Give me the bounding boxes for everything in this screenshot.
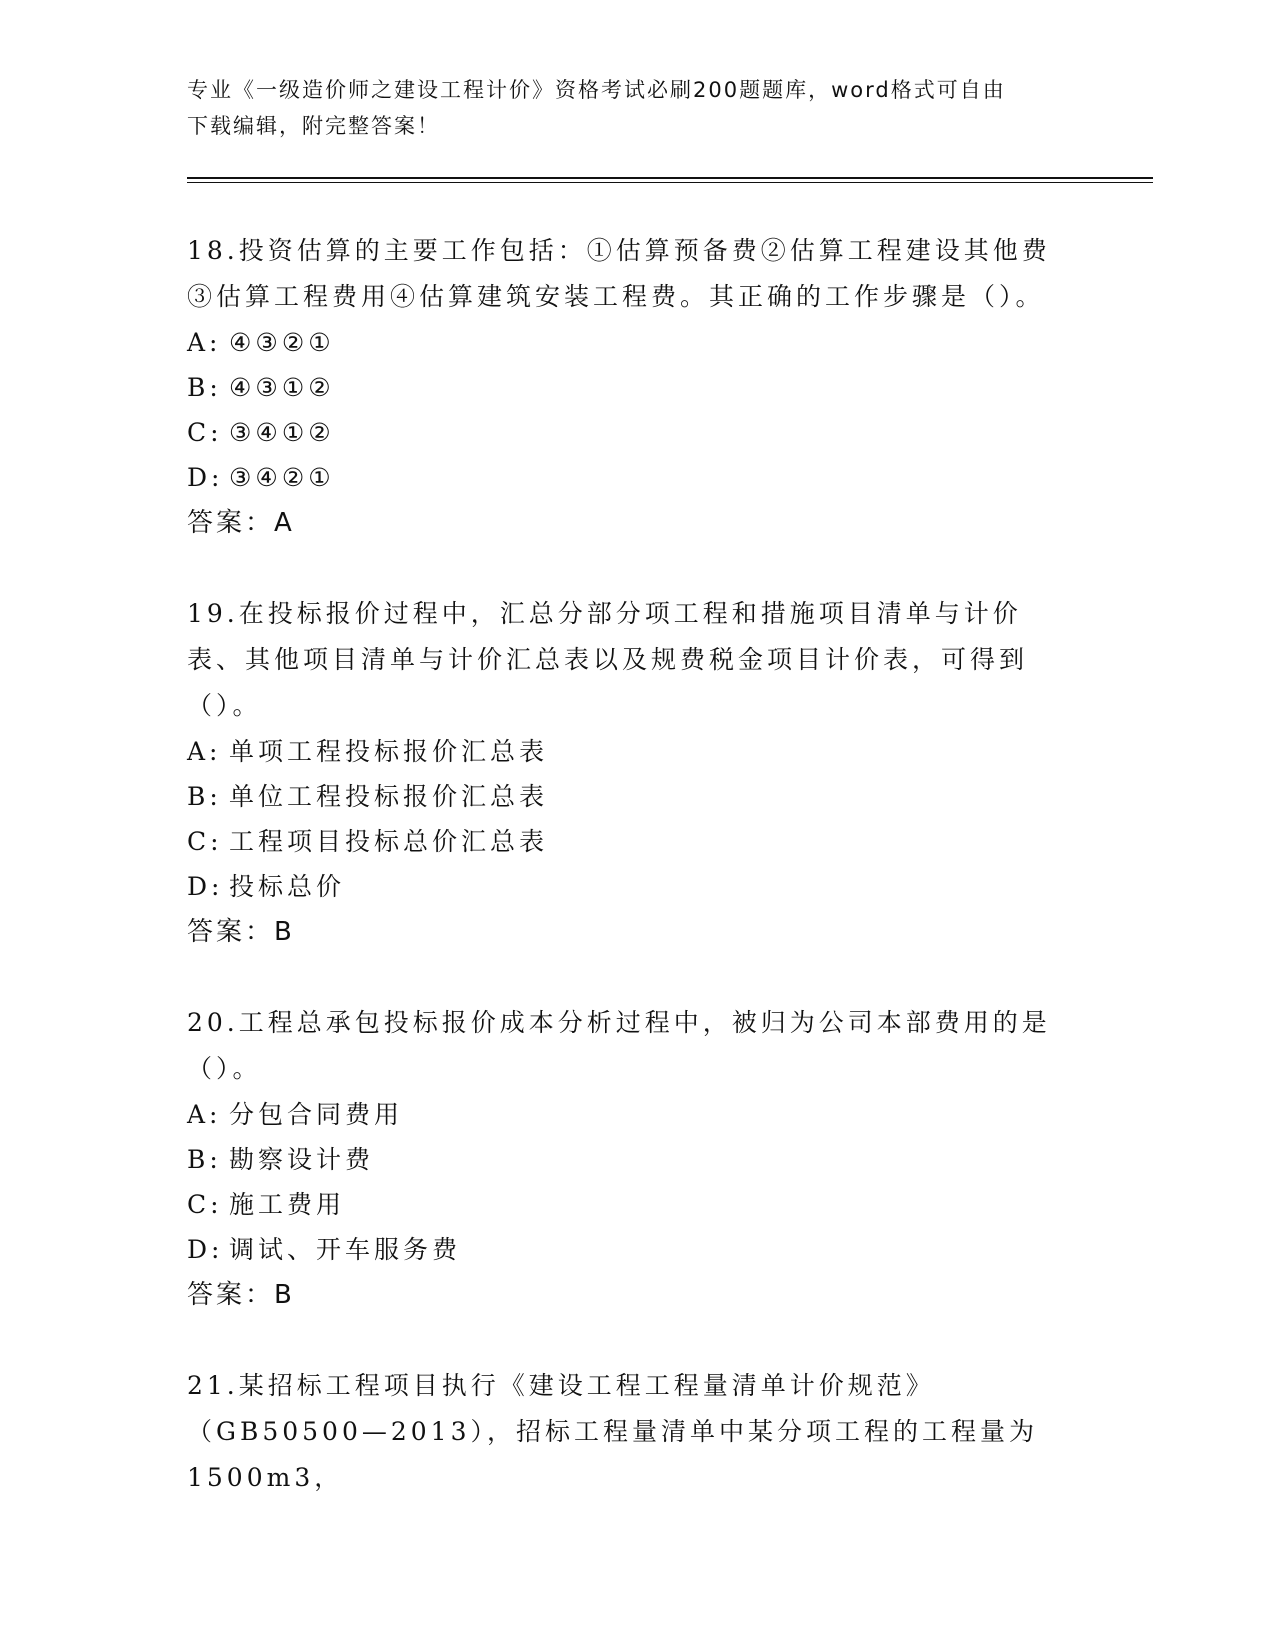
option-letter: A: (187, 328, 222, 357)
option-text: 勘察设计费 (229, 1145, 375, 1174)
question-20 (187, 1000, 1087, 1318)
option-a (187, 1092, 1087, 1137)
option-text: 分包合同费用 (229, 1100, 404, 1129)
option-text: ③④②① (229, 463, 335, 492)
option-text: ④③②① (229, 328, 335, 357)
option-text: 调试、开车服务费 (229, 1235, 462, 1264)
option-b (187, 365, 1087, 410)
option-letter: B: (187, 373, 222, 402)
question-text: 18.投资估算的主要工作包括：①估算预备费②估算工程建设其他费③估算工程费用④估算建筑安装工程费。其正确的工作步骤是（）。 (187, 236, 1051, 311)
option-letter: B: (187, 1145, 222, 1174)
option-letter: D: (187, 872, 224, 901)
option-text: ③④①② (229, 418, 335, 447)
option-letter: A: (187, 1100, 222, 1129)
option-text: 工程项目投标总价汇总表 (229, 827, 549, 856)
option-letter: C: (187, 827, 223, 856)
option-text: ④③①② (229, 373, 335, 402)
option-letter: A: (187, 737, 222, 766)
question-text: 21.某招标工程项目执行《建设工程工程量清单计价规范》（GB50500—2013），招标工程量清单中某分项工程的工程量为1500m3， (187, 1371, 1038, 1492)
option-c (187, 410, 1087, 455)
question-19 (187, 591, 1087, 955)
header-divider-thick (187, 177, 1153, 179)
option-b (187, 1137, 1087, 1182)
option-c (187, 1182, 1087, 1227)
header-divider-thin (187, 182, 1153, 183)
option-c (187, 819, 1087, 864)
option-d (187, 1227, 1087, 1272)
document-header (187, 72, 1067, 144)
option-letter: C: (187, 418, 223, 447)
option-b (187, 774, 1087, 819)
option-text: 施工费用 (229, 1190, 346, 1219)
option-letter: D: (187, 463, 224, 492)
option-a (187, 320, 1087, 365)
header-line-1: 专业《一级造价师之建设工程计价》资格考试必刷200题题库，word格式可自由 (187, 78, 1006, 102)
option-a (187, 729, 1087, 774)
answer-line: 答案：B (187, 917, 295, 947)
question-list (187, 228, 1087, 1546)
option-letter: D: (187, 1235, 224, 1264)
answer-line: 答案：A (187, 508, 295, 538)
question-text: 20.工程总承包投标报价成本分析过程中，被归为公司本部费用的是（）。 (187, 1008, 1051, 1083)
option-d (187, 864, 1087, 909)
option-letter: C: (187, 1190, 223, 1219)
option-letter: B: (187, 782, 222, 811)
question-21 (187, 1363, 1087, 1501)
option-text: 单位工程投标报价汇总表 (229, 782, 549, 811)
option-text: 投标总价 (229, 872, 346, 901)
question-text: 19.在投标报价过程中，汇总分部分项工程和措施项目清单与计价表、其他项目清单与计价汇总表以及规费税金项目计价表，可得到（）。 (187, 599, 1029, 720)
question-18 (187, 228, 1087, 546)
option-text: 单项工程投标报价汇总表 (229, 737, 549, 766)
option-d (187, 455, 1087, 500)
header-line-2: 下载编辑，附完整答案！ (187, 114, 440, 138)
answer-line: 答案：B (187, 1280, 295, 1310)
